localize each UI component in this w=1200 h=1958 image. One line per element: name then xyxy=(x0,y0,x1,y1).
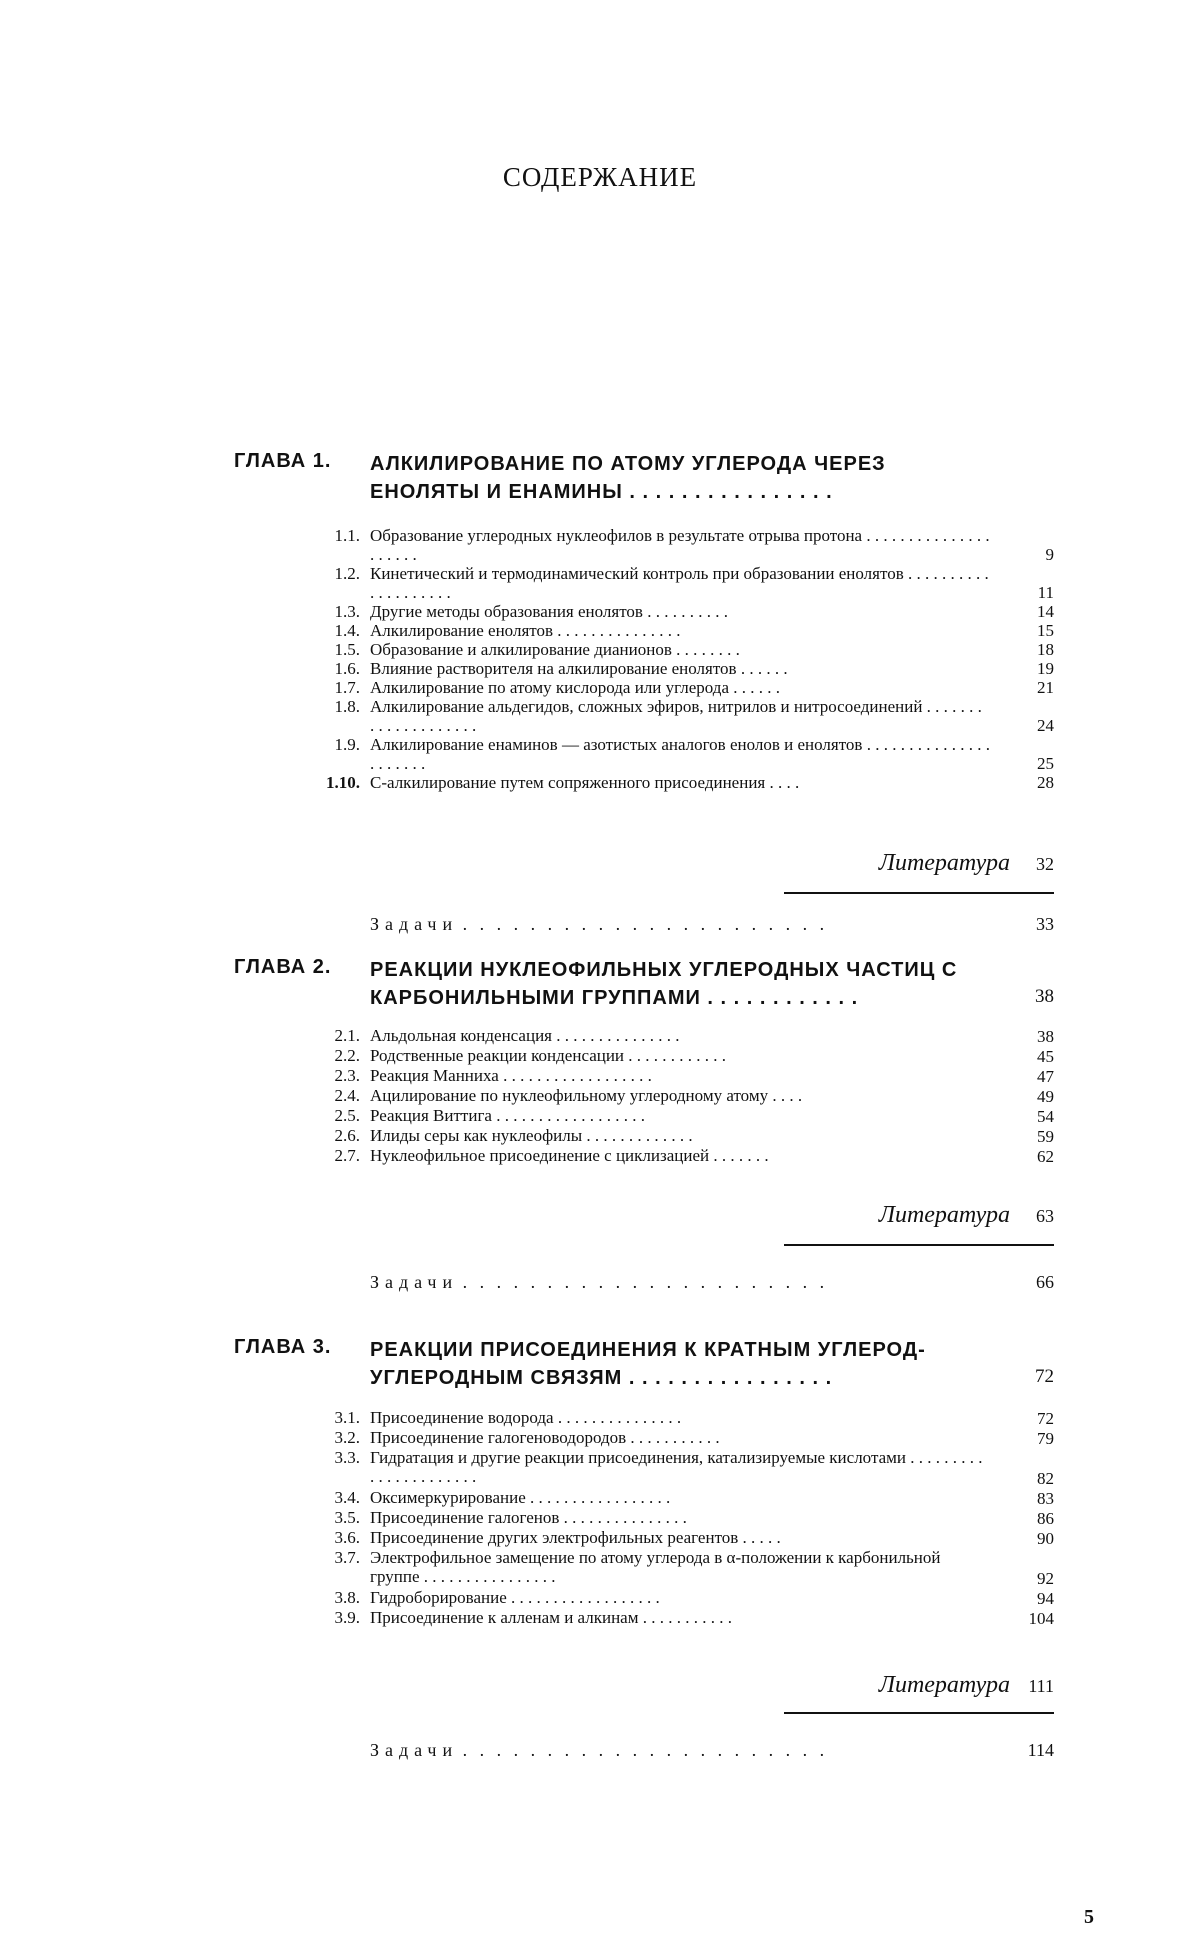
chapter-title: АЛКИЛИРОВАНИЕ ПО АТОМУ УГЛЕРОДА ЧЕРЕЗ ЕНОЛЯТЫ И ЕНАМИНЫ . . . . . . . . . . . . . . . . xyxy=(370,453,886,503)
tasks-page: 33 xyxy=(1036,914,1054,934)
literature-entry xyxy=(714,1202,1054,1229)
section-number: 1.10. xyxy=(326,773,360,792)
section-page: 49 xyxy=(1037,1087,1054,1106)
literature-entry xyxy=(714,850,1054,877)
toc-entry xyxy=(234,1066,1054,1086)
section-title: Ацилирование по нуклеофильному углеродному атому . . . . xyxy=(370,1086,803,1105)
section-number: 3.3. xyxy=(334,1448,360,1467)
toc-entry xyxy=(234,526,1054,564)
section-number: 1.3. xyxy=(334,602,360,621)
section-list xyxy=(234,1026,1054,1166)
chapter-page: 38 xyxy=(1035,986,1054,1007)
section-page: 62 xyxy=(1037,1147,1054,1166)
section-page: 90 xyxy=(1037,1529,1054,1548)
section-number: 2.6. xyxy=(334,1126,360,1145)
section-title: Присоединение к алленам и алкинам . . . . . . . . . . . xyxy=(370,1608,732,1627)
section-number: 1.8. xyxy=(334,697,360,716)
section-number: 1.7. xyxy=(334,678,360,697)
section-title: Образование и алкилирование дианионов . . . . . . . . xyxy=(370,640,740,659)
section-number: 1.2. xyxy=(334,564,360,583)
section-title: Алкилирование альдегидов, сложных эфиров, нитрилов и нитросоединений . . . . . . . . . . . . . . . . . . . . xyxy=(370,697,982,735)
section-page: 18 xyxy=(1037,640,1054,659)
section-number: 3.4. xyxy=(334,1488,360,1507)
toc-entry xyxy=(234,564,1054,602)
section-page: 72 xyxy=(1037,1409,1054,1428)
toc-entry xyxy=(234,697,1054,735)
section-page: 11 xyxy=(1037,583,1054,602)
section-page: 45 xyxy=(1037,1047,1054,1066)
section-page: 25 xyxy=(1037,754,1054,773)
section-number: 1.4. xyxy=(334,621,360,640)
section-title: Другие методы образования енолятов . . . . . . . . . . xyxy=(370,602,728,621)
toc-entry xyxy=(234,735,1054,773)
separator-rule xyxy=(784,1712,1054,1714)
toc-entry xyxy=(234,640,1054,659)
section-number: 3.6. xyxy=(334,1528,360,1547)
section-page: 28 xyxy=(1037,773,1054,792)
section-list xyxy=(234,526,1054,792)
section-page: 24 xyxy=(1037,716,1054,735)
toc-entry xyxy=(234,1126,1054,1146)
section-number: 2.1. xyxy=(334,1026,360,1045)
page-number: 5 xyxy=(1084,1906,1094,1928)
section-title: Образование углеродных нуклеофилов в результате отрыва протона . . . . . . . . . . . . . . . . . . . . . xyxy=(370,526,990,564)
section-page: 15 xyxy=(1037,621,1054,640)
toc-entry xyxy=(234,1608,1054,1628)
toc-entry xyxy=(234,1026,1054,1046)
tasks-entry xyxy=(370,1272,1054,1293)
literature-entry xyxy=(714,1672,1054,1699)
section-title: Гидратация и другие реакции присоединения, катализируемые кислотами . . . . . . . . . . . . . . . . . . . . . . xyxy=(370,1448,983,1486)
section-number: 2.4. xyxy=(334,1086,360,1105)
section-page: 59 xyxy=(1037,1127,1054,1146)
section-number: 1.1. xyxy=(334,526,360,545)
section-page: 38 xyxy=(1037,1027,1054,1046)
toc-entry xyxy=(234,1548,1054,1588)
section-title: Гидроборирование . . . . . . . . . . . . . . . . . . xyxy=(370,1588,660,1607)
chapter-title: РЕАКЦИИ ПРИСОЕДИНЕНИЯ К КРАТНЫМ УГЛЕРОД-УГЛЕРОДНЫМ СВЯЗЯМ . . . . . . . . . . . . . . . . xyxy=(370,1339,926,1389)
section-number: 3.8. xyxy=(334,1588,360,1607)
section-title: Влияние растворителя на алкилирование енолятов . . . . . . xyxy=(370,659,788,678)
toc-entry xyxy=(234,1508,1054,1528)
section-number: 1.5. xyxy=(334,640,360,659)
section-page: 14 xyxy=(1037,602,1054,621)
section-number: 3.5. xyxy=(334,1508,360,1527)
page-title: СОДЕРЖАНИЕ xyxy=(502,162,698,192)
section-title: Электрофильное замещение по атому углерода в α-положении к карбонильной группе . . . . . . . . . . . . . . . . xyxy=(370,1548,941,1586)
section-page: 79 xyxy=(1037,1429,1054,1448)
section-title: С-алкилирование путем сопряженного присоединения . . . . xyxy=(370,773,800,792)
literature-page: 32 xyxy=(1036,854,1054,874)
section-number: 1.6. xyxy=(334,659,360,678)
section-number: 3.2. xyxy=(334,1428,360,1447)
tasks-entry xyxy=(370,914,1054,935)
section-number: 1.9. xyxy=(334,735,360,754)
literature-label: Литература xyxy=(878,1202,1010,1228)
section-title: Алкилирование по атому кислорода или углерода . . . . . . xyxy=(370,678,780,697)
section-list xyxy=(234,1408,1054,1628)
section-title: Родственные реакции конденсации . . . . . . . . . . . . xyxy=(370,1046,727,1065)
tasks-entry xyxy=(370,1740,1054,1761)
tasks-page: 114 xyxy=(1027,1740,1054,1760)
section-title: Оксимеркурирование . . . . . . . . . . . . . . . . . xyxy=(370,1488,671,1507)
section-title: Илиды серы как нуклеофилы . . . . . . . . . . . . . xyxy=(370,1126,693,1145)
leader-dots: . . . . . . . . . . . . . . . . . . . . . . xyxy=(462,1272,829,1292)
toc-entry xyxy=(234,1146,1054,1166)
section-title: Нуклеофильное присоединение с циклизацией . . . . . . . xyxy=(370,1146,769,1165)
toc-entry xyxy=(234,678,1054,697)
toc-entry xyxy=(234,1408,1054,1428)
toc-entry xyxy=(234,1528,1054,1548)
toc-entry xyxy=(234,1106,1054,1126)
section-title: Присоединение других электрофильных реагентов . . . . . xyxy=(370,1528,781,1547)
chapter-label: ГЛАВА 3. xyxy=(234,1336,332,1358)
chapter-page: 72 xyxy=(1035,1366,1054,1387)
literature-label: Литература xyxy=(878,850,1010,876)
section-page: 82 xyxy=(1037,1469,1054,1488)
tasks-label: Задачи xyxy=(370,914,459,934)
section-page: 21 xyxy=(1037,678,1054,697)
tasks-label: Задачи xyxy=(370,1272,459,1292)
section-title: Алкилирование енолятов . . . . . . . . . . . . . . . xyxy=(370,621,681,640)
section-page: 86 xyxy=(1037,1509,1054,1528)
tasks-label: Задачи xyxy=(370,1740,459,1760)
section-title: Реакция Виттига . . . . . . . . . . . . . . . . . . xyxy=(370,1106,645,1125)
leader-dots: . . . . . . . . . . . . . . . . . . . . . . xyxy=(462,1740,829,1760)
chapter-title: РЕАКЦИИ НУКЛЕОФИЛЬНЫХ УГЛЕРОДНЫХ ЧАСТИЦ С КАРБОНИЛЬНЫМИ ГРУППАМИ . . . . . . . . . . . . xyxy=(370,959,958,1009)
section-number: 3.1. xyxy=(334,1408,360,1427)
section-number: 2.5. xyxy=(334,1106,360,1125)
toc-entry xyxy=(234,1428,1054,1448)
toc-entry xyxy=(234,621,1054,640)
section-title: Присоединение галогеноводородов . . . . . . . . . . . xyxy=(370,1428,720,1447)
section-title: Присоединение галогенов . . . . . . . . . . . . . . . xyxy=(370,1508,687,1527)
toc-entry xyxy=(234,773,1054,792)
section-number: 2.3. xyxy=(334,1066,360,1085)
section-page: 47 xyxy=(1037,1067,1054,1086)
literature-page: 111 xyxy=(1028,1676,1054,1696)
chapter-label: ГЛАВА 1. xyxy=(234,450,332,472)
toc-entry xyxy=(234,1086,1054,1106)
section-number: 3.9. xyxy=(334,1608,360,1627)
section-page: 19 xyxy=(1037,659,1054,678)
section-title: Присоединение водорода . . . . . . . . . . . . . . . xyxy=(370,1408,682,1427)
section-number: 3.7. xyxy=(334,1548,360,1567)
toc-entry xyxy=(234,1046,1054,1066)
separator-rule xyxy=(784,892,1054,894)
tasks-page: 66 xyxy=(1036,1272,1054,1292)
toc-entry xyxy=(234,602,1054,621)
toc-entry xyxy=(234,1488,1054,1508)
toc-entry xyxy=(234,1588,1054,1608)
section-page: 94 xyxy=(1037,1589,1054,1608)
section-title: Алкилирование енаминов — азотистых аналогов енолов и енолятов . . . . . . . . . . . . . . . . . . . . . . xyxy=(370,735,990,773)
literature-page: 63 xyxy=(1036,1206,1054,1226)
section-page: 54 xyxy=(1037,1107,1054,1126)
toc-entry xyxy=(234,659,1054,678)
section-title: Альдольная конденсация . . . . . . . . . . . . . . . xyxy=(370,1026,680,1045)
section-title: Реакция Манниха . . . . . . . . . . . . . . . . . . xyxy=(370,1066,652,1085)
section-page: 104 xyxy=(1028,1609,1054,1628)
leader-dots: . . . . . . . . . . . . . . . . . . . . . . xyxy=(462,914,829,934)
toc-entry xyxy=(234,1448,1054,1488)
section-title: Кинетический и термодинамический контроль при образовании енолятов . . . . . . . . . . . . . . . . . . . . xyxy=(370,564,989,602)
section-number: 2.7. xyxy=(334,1146,360,1165)
section-page: 92 xyxy=(1037,1569,1054,1588)
section-page: 9 xyxy=(1045,545,1054,564)
section-number: 2.2. xyxy=(334,1046,360,1065)
literature-label: Литература xyxy=(878,1672,1010,1698)
chapter-label: ГЛАВА 2. xyxy=(234,956,332,978)
separator-rule xyxy=(784,1244,1054,1246)
section-page: 83 xyxy=(1037,1489,1054,1508)
